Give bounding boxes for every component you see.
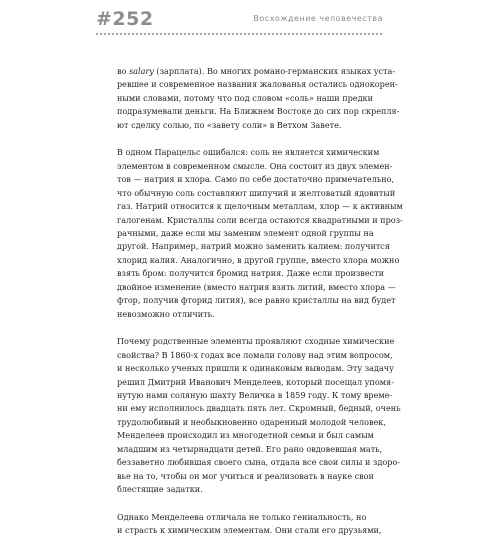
text-line: ни ему исполнилось двадцать пять лет. Скромный, бедный, очень [117, 403, 401, 414]
text-line: газ. Натрий относится к щелочным металлам, хлор — к активным [117, 201, 403, 212]
text-line: элементом в современном смысле. Она состоит из двух элемен- [117, 160, 393, 171]
text-line: что обычную соль составляют шипучий и желтоватый ядовитый [117, 187, 396, 198]
italic-word: salary [129, 66, 154, 76]
text-line: двойное изменение (вместо натрия взять литий, вместо хлора — [117, 281, 396, 292]
text-line: подразумевали деньги. На Ближнем Востоке до сих пор скрепля- [117, 106, 400, 117]
text-line: во salary (зарплата). Во многих романо-германских языках уста- [117, 66, 396, 76]
text-line: и страсть к химическим элементам. Они стали его друзьями, [117, 525, 382, 536]
text-line: свойства? В 1860-х годах все ломали голову над этим вопросом, [117, 349, 393, 360]
running-head: Восхождение человечества [253, 14, 383, 23]
text-line: ными словами, потому что под словом «соль» наши предки [117, 92, 374, 103]
text-line: тов — натрия и хлора. Само по себе достаточно примечательно, [117, 174, 395, 185]
text-line: Однако Менделеева отличала не только гениальность, но [117, 511, 367, 522]
paragraph-4 [117, 511, 384, 538]
paragraph-2 [117, 146, 403, 321]
header-dotted-rule [96, 33, 382, 35]
text-line: решил Дмитрий Иванович Менделеев, который посещал упомя- [117, 376, 394, 387]
text-line: другой. Например, натрий можно заменить калием: получится [117, 241, 390, 252]
text-line: галогенам. Кристаллы соли всегда остаются квадратными и проз- [117, 214, 403, 225]
text-line: вье на то, чтобы он мог учиться и реализовать в науке свои [117, 470, 374, 481]
text-line: невозможно отличить. [117, 308, 215, 319]
body-text [117, 65, 403, 552]
text-line: фтор, получив фторид лития), все равно кристаллы на вид будет [117, 295, 396, 306]
text-line: хлорид калия. Аналогично, в другой группе, вместо хлора можно [117, 254, 400, 265]
paragraph-3 [117, 335, 401, 496]
text-line: нутую нами соляную шахту Величка в 1859 году. К тому време- [117, 389, 393, 400]
text-line: беззаветно любившая своего сына, отдала все свои силы и здоро- [117, 457, 400, 468]
paragraph-1 [117, 65, 400, 132]
text-line: блестящие задатки. [117, 484, 203, 495]
text-line: Менделеев происходил из многодетной семьи и был самым [117, 430, 374, 441]
text-line: ют сделку солью, по «завету соли» в Ветхом Завете. [117, 119, 342, 130]
text-line: младшим из четырнадцати детей. Его рано овдовевшая мать, [117, 443, 383, 454]
text-line: трудолюбивый и необыкновенно одаренный молодой человек, [117, 416, 386, 427]
text-line: взять бром: получится бромид натрия. Даже если произвести [117, 268, 385, 279]
page-number: #252 [96, 8, 154, 30]
text-line: Почему родственные элементы проявляют сходные химические [117, 336, 395, 347]
text-line: рачными, даже если мы заменим элемент одной группы на [117, 227, 374, 238]
text-line: ревшее и современное названия жалованья остались однокорен- [117, 79, 398, 90]
text-line: В одном Парацельс ошибался: соль не является химическим [117, 147, 380, 158]
text-line: и несколько ученых пришли к одинаковым выводам. Эту задачу [117, 363, 394, 374]
